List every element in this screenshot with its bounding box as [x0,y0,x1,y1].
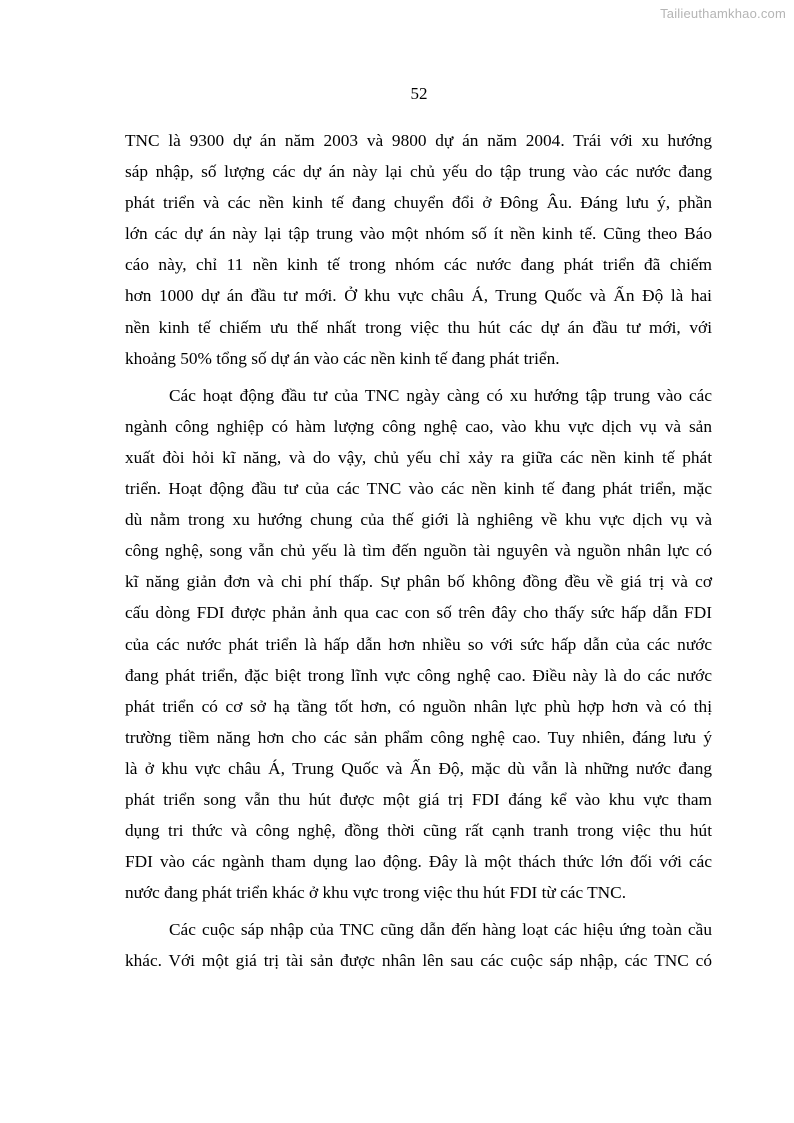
text-line: dù nằm trong xu hướng chung của thế giới là nghiêng về khu vực dịch vụ và [125,510,712,530]
text-line: hơn 1000 dự án đầu tư mới. Ở khu vực châu Á, Trung Quốc và Ấn Độ là hai [125,286,712,306]
text-line: ngành công nghiệp có hàm lượng công nghệ cao, vào khu vực dịch vụ và sản [125,416,712,436]
paragraph-1 [125,125,712,374]
text-line: cáo này, chỉ 11 nền kinh tế trong nhóm các nước đang phát triển đã chiếm [125,255,712,275]
text-line: Các hoạt động đầu tư của TNC ngày càng có xu hướng tập trung vào các [169,385,712,405]
text-line: kĩ năng giản đơn và chi phí thấp. Sự phân bố không đồng đều về giá trị và cơ [125,572,712,592]
page-number: 52 [410,84,428,103]
text-line: của các nước phát triển là hấp dẫn hơn nhiều so với sức hấp dẫn của các nước [125,634,712,654]
text-line: khác. Với một giá trị tài sản được nhân lên sau các cuộc sáp nhập, các TNC có [125,951,712,971]
text-line: Các cuộc sáp nhập của TNC cũng dẫn đến hàng loạt các hiệu ứng toàn cầu [169,920,712,940]
text-line: đang phát triển, đặc biệt trong lĩnh vực công nghệ cao. Điều này là do các nước [125,665,712,685]
document-body [125,125,712,977]
text-line: trường tiềm năng hơn cho các sản phẩm công nghệ cao. Tuy nhiên, đáng lưu ý [125,727,712,747]
text-line: nền kinh tế chiếm ưu thế nhất trong việc thu hút các dự án đầu tư mới, với [125,317,712,337]
text-line: phát triển song vẫn thu hút được một giá trị FDI đáng kể vào khu vực tham [125,789,712,809]
text-line: sáp nhập, số lượng các dự án này lại chủ yếu do tập trung vào các nước đang [125,162,712,182]
text-line: xuất đòi hỏi kĩ năng, và do vậy, chủ yếu chỉ xảy ra giữa các nền kinh tế phát [125,447,712,467]
text-line: cấu dòng FDI được phản ảnh qua cac con số trên đây cho thấy sức hấp dẫn FDI [125,603,712,623]
text-line: công nghệ, song vẫn chủ yếu là tìm đến nguồn tài nguyên và nguồn nhân lực có [125,541,712,561]
text-line: khoảng 50% tổng số dự án vào các nền kinh tế đang phát triển. [125,348,560,368]
text-line: TNC là 9300 dự án năm 2003 và 9800 dự án năm 2004. Trái với xu hướng [125,131,712,150]
text-line: phát triển và các nền kinh tế đang chuyển đổi ở Đông Âu. Đáng lưu ý, phần [125,193,712,213]
watermark-text: Tailieuthamkhao.com [660,6,786,21]
paragraph-3 [125,914,712,976]
text-line: là ở khu vực châu Á, Trung Quốc và Ấn Độ, mặc dù vẫn là những nước đang [125,758,712,778]
paragraph-2 [125,380,712,909]
text-line: nước đang phát triển khác ở khu vực trong việc thu hút FDI từ các TNC. [125,883,627,903]
text-line: phát triển có cơ sở hạ tầng tốt hơn, có nguồn nhân lực phù hợp hơn và có thị [125,696,712,716]
text-line: FDI vào các ngành tham dụng lao động. Đây là một thách thức lớn đối với các [125,852,712,872]
text-line: lớn các dự án này lại tập trung vào một nhóm số ít nền kinh tế. Cũng theo Báo [125,224,712,244]
text-line: triển. Hoạt động đầu tư của các TNC vào các nền kinh tế đang phát triển, mặc [125,479,712,499]
text-line: dụng tri thức và công nghệ, đồng thời cũng rất cạnh tranh trong việc thu hút [125,821,712,841]
